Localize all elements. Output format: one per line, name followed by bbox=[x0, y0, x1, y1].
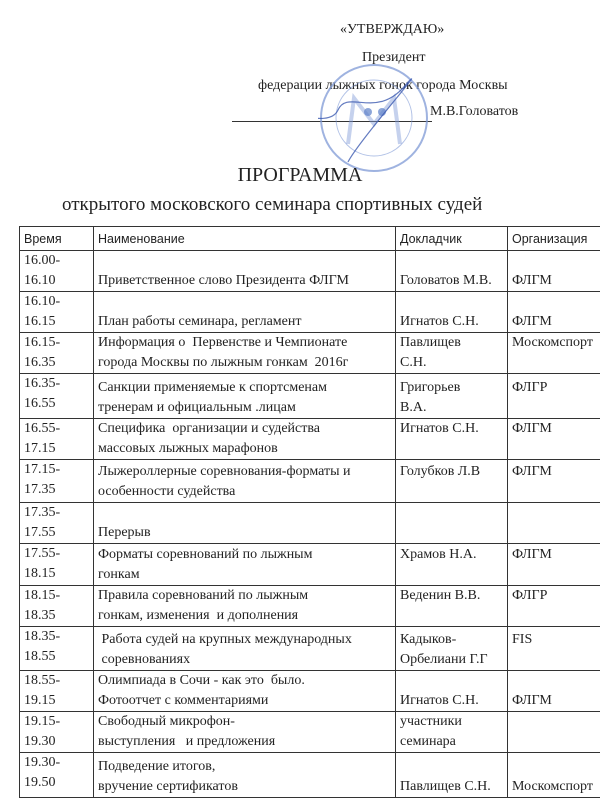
name-cell-line: вручение сертификатов bbox=[98, 777, 391, 797]
speaker-cell bbox=[396, 251, 508, 292]
time-cell bbox=[20, 374, 94, 419]
time-cell bbox=[20, 333, 94, 374]
time-cell-line: 19.15 bbox=[24, 691, 89, 711]
organization-cell bbox=[508, 671, 600, 712]
name-cell-line: гонкам bbox=[98, 565, 391, 585]
organization-cell-line bbox=[512, 503, 600, 523]
name-cell-line: Приветственное слово Президента ФЛГМ bbox=[98, 271, 391, 291]
name-cell-line: Информация о Первенстве и Чемпионате bbox=[98, 333, 391, 353]
name-cell-line: Фотоотчет с комментариями bbox=[98, 691, 391, 711]
speaker-cell bbox=[396, 503, 508, 544]
table-row bbox=[20, 712, 600, 753]
time-cell-line: 16.10- bbox=[24, 292, 89, 312]
name-cell bbox=[94, 586, 396, 627]
name-cell-line: Олимпиада в Сочи - как это было. bbox=[98, 671, 391, 691]
speaker-cell-line bbox=[400, 565, 503, 585]
organization-cell bbox=[508, 544, 600, 586]
name-cell-line bbox=[98, 503, 391, 523]
time-cell-line: 16.55 bbox=[24, 394, 89, 414]
speaker-cell-line bbox=[400, 606, 503, 626]
speaker-cell bbox=[396, 671, 508, 712]
approver-organization: федерации лыжных гонок города Москвы bbox=[258, 78, 508, 94]
organization-cell-line bbox=[512, 732, 600, 752]
name-cell-line: План работы семинара, регламент bbox=[98, 312, 391, 332]
organization-cell-line bbox=[512, 757, 600, 777]
time-cell-line: 16.10 bbox=[24, 271, 89, 291]
speaker-cell-line: участники bbox=[400, 712, 503, 732]
speaker-cell-line: Храмов Н.А. bbox=[400, 545, 503, 565]
organization-cell-line: ФЛГР bbox=[512, 586, 600, 606]
speaker-cell bbox=[396, 544, 508, 586]
organization-cell-line: ФЛГМ bbox=[512, 271, 600, 291]
time-cell-line: 18.15- bbox=[24, 586, 89, 606]
organization-cell-line bbox=[512, 439, 600, 459]
speaker-cell bbox=[396, 586, 508, 627]
table-row bbox=[20, 333, 600, 374]
name-cell bbox=[94, 333, 396, 374]
name-cell-line: Правила соревнований по лыжным bbox=[98, 586, 391, 606]
table-row bbox=[20, 374, 600, 419]
organization-cell-line: ФЛГМ bbox=[512, 462, 600, 482]
time-cell-line: 16.00- bbox=[24, 251, 89, 271]
table-row bbox=[20, 544, 600, 586]
speaker-cell bbox=[396, 292, 508, 333]
time-cell-line: 19.50 bbox=[24, 773, 89, 793]
organization-cell-line: ФЛГМ bbox=[512, 545, 600, 565]
time-cell-line: 17.55- bbox=[24, 544, 89, 564]
time-cell-line: 16.55- bbox=[24, 419, 89, 439]
organization-cell bbox=[508, 627, 600, 671]
table-row bbox=[20, 503, 600, 544]
name-cell bbox=[94, 544, 396, 586]
speaker-cell-line: Григорьев bbox=[400, 378, 503, 398]
table-row bbox=[20, 627, 600, 671]
time-cell bbox=[20, 627, 94, 671]
time-cell bbox=[20, 671, 94, 712]
name-cell-line: тренерам и официальным .лицам bbox=[98, 398, 391, 418]
organization-cell bbox=[508, 292, 600, 333]
time-cell bbox=[20, 419, 94, 460]
time-cell-line: 19.15- bbox=[24, 712, 89, 732]
speaker-cell bbox=[396, 419, 508, 460]
time-cell bbox=[20, 586, 94, 627]
table-row bbox=[20, 586, 600, 627]
column-header-time: Время bbox=[20, 227, 94, 251]
time-cell-line: 19.30- bbox=[24, 753, 89, 773]
time-cell-line: 18.15 bbox=[24, 564, 89, 584]
speaker-cell-line bbox=[400, 671, 503, 691]
speaker-cell-line: Орбелиани Г.Г bbox=[400, 650, 503, 670]
time-cell-line: 17.35- bbox=[24, 503, 89, 523]
time-cell bbox=[20, 460, 94, 503]
organization-cell-line bbox=[512, 671, 600, 691]
table-row bbox=[20, 671, 600, 712]
speaker-cell bbox=[396, 333, 508, 374]
speaker-cell-line bbox=[400, 292, 503, 312]
name-cell bbox=[94, 419, 396, 460]
name-cell-line: города Москвы по лыжным гонкам 2016г bbox=[98, 353, 391, 373]
column-header-organization: Организация bbox=[508, 227, 600, 251]
stamp-seal-icon bbox=[318, 62, 430, 174]
organization-cell-line bbox=[512, 565, 600, 585]
program-table bbox=[19, 226, 600, 798]
time-cell-line: 16.15- bbox=[24, 333, 89, 353]
time-cell-line: 18.55- bbox=[24, 671, 89, 691]
organization-cell-line: ФЛГМ bbox=[512, 312, 600, 332]
organization-cell-line bbox=[512, 712, 600, 732]
time-cell bbox=[20, 251, 94, 292]
time-cell-line: 18.55 bbox=[24, 647, 89, 667]
speaker-cell-line: Игнатов С.Н. bbox=[400, 312, 503, 332]
speaker-cell-line bbox=[400, 251, 503, 271]
name-cell-line: особенности судейства bbox=[98, 482, 391, 502]
organization-cell-line: Москомспорт bbox=[512, 333, 600, 353]
name-cell bbox=[94, 374, 396, 419]
name-cell bbox=[94, 712, 396, 753]
page-subtitle: открытого московского семинара спортивных судей bbox=[62, 194, 482, 216]
approval-heading: «УТВЕРЖДАЮ» bbox=[340, 22, 444, 38]
name-cell bbox=[94, 503, 396, 544]
organization-cell-line: Москомспорт bbox=[512, 777, 600, 797]
page-title: ПРОГРАММА bbox=[0, 164, 600, 187]
time-cell-line: 16.35 bbox=[24, 353, 89, 373]
organization-cell-line bbox=[512, 398, 600, 418]
time-cell-line: 17.15 bbox=[24, 439, 89, 459]
name-cell bbox=[94, 671, 396, 712]
speaker-cell-line: Кадыков- bbox=[400, 630, 503, 650]
table-header-row bbox=[20, 227, 600, 251]
organization-cell-line bbox=[512, 523, 600, 543]
name-cell-line: Лыжероллерные соревнования-форматы и bbox=[98, 462, 391, 482]
name-cell bbox=[94, 753, 396, 798]
name-cell-line: массовых лыжных марафонов bbox=[98, 439, 391, 459]
speaker-cell-line bbox=[400, 503, 503, 523]
organization-cell-line bbox=[512, 292, 600, 312]
name-cell-line: Форматы соревнований по лыжным bbox=[98, 545, 391, 565]
name-cell-line: гонкам, изменения и дополнения bbox=[98, 606, 391, 626]
name-cell-line bbox=[98, 251, 391, 271]
speaker-cell-line bbox=[400, 523, 503, 543]
speaker-cell-line: С.Н. bbox=[400, 353, 503, 373]
speaker-cell-line: В.А. bbox=[400, 398, 503, 418]
organization-cell bbox=[508, 586, 600, 627]
name-cell bbox=[94, 460, 396, 503]
speaker-cell-line bbox=[400, 439, 503, 459]
speaker-cell bbox=[396, 712, 508, 753]
organization-cell bbox=[508, 251, 600, 292]
speaker-cell-line: Игнатов С.Н. bbox=[400, 419, 503, 439]
time-cell-line: 16.15 bbox=[24, 312, 89, 332]
speaker-cell-line: Голубков Л.В bbox=[400, 462, 503, 482]
name-cell bbox=[94, 251, 396, 292]
time-cell bbox=[20, 292, 94, 333]
table-row bbox=[20, 753, 600, 798]
organization-cell-line: ФЛГР bbox=[512, 378, 600, 398]
time-cell bbox=[20, 544, 94, 586]
column-header-speaker: Докладчик bbox=[396, 227, 508, 251]
time-cell-line: 17.15- bbox=[24, 460, 89, 480]
name-cell-line: Перерыв bbox=[98, 523, 391, 543]
name-cell-line: выступления и предложения bbox=[98, 732, 391, 752]
name-cell-line: Специфика организации и судейства bbox=[98, 419, 391, 439]
time-cell bbox=[20, 503, 94, 544]
speaker-cell bbox=[396, 374, 508, 419]
organization-cell bbox=[508, 374, 600, 419]
speaker-cell bbox=[396, 460, 508, 503]
table-row bbox=[20, 419, 600, 460]
name-cell-line: соревнованиях bbox=[98, 650, 391, 670]
approver-position: Президент bbox=[362, 50, 425, 66]
organization-cell-line: FIS bbox=[512, 630, 600, 650]
name-cell-line: Санкции применяемые к спортсменам bbox=[98, 378, 391, 398]
time-cell-line: 17.35 bbox=[24, 480, 89, 500]
speaker-cell-line: Павлищев С.Н. bbox=[400, 777, 503, 797]
name-cell-line: Работа судей на крупных международных bbox=[98, 630, 391, 650]
name-cell bbox=[94, 627, 396, 671]
time-cell-line: 18.35 bbox=[24, 606, 89, 626]
time-cell bbox=[20, 712, 94, 753]
time-cell-line: 18.35- bbox=[24, 627, 89, 647]
table-row bbox=[20, 460, 600, 503]
speaker-cell bbox=[396, 753, 508, 798]
column-header-name: Наименование bbox=[94, 227, 396, 251]
organization-cell bbox=[508, 503, 600, 544]
organization-cell-line bbox=[512, 650, 600, 670]
name-cell bbox=[94, 292, 396, 333]
organization-cell-line: ФЛГМ bbox=[512, 419, 600, 439]
speaker-cell-line: семинара bbox=[400, 732, 503, 752]
approver-name: М.В.Головатов bbox=[430, 104, 518, 120]
organization-cell bbox=[508, 333, 600, 374]
speaker-cell-line bbox=[400, 757, 503, 777]
organization-cell-line bbox=[512, 482, 600, 502]
speaker-cell-line: Игнатов С.Н. bbox=[400, 691, 503, 711]
table-row bbox=[20, 251, 600, 292]
organization-cell bbox=[508, 460, 600, 503]
time-cell-line: 19.30 bbox=[24, 732, 89, 752]
name-cell-line bbox=[98, 292, 391, 312]
organization-cell bbox=[508, 753, 600, 798]
organization-cell-line bbox=[512, 251, 600, 271]
organization-cell bbox=[508, 712, 600, 753]
organization-cell-line: ФЛГМ bbox=[512, 691, 600, 711]
organization-cell-line bbox=[512, 606, 600, 626]
speaker-cell-line bbox=[400, 482, 503, 502]
table-row bbox=[20, 292, 600, 333]
speaker-cell-line: Головатов М.В. bbox=[400, 271, 503, 291]
speaker-cell-line: Павлищев bbox=[400, 333, 503, 353]
organization-cell-line bbox=[512, 353, 600, 373]
speaker-cell bbox=[396, 627, 508, 671]
speaker-cell-line: Веденин В.В. bbox=[400, 586, 503, 606]
time-cell-line: 17.55 bbox=[24, 523, 89, 543]
name-cell-line: Свободный микрофон- bbox=[98, 712, 391, 732]
time-cell-line: 16.35- bbox=[24, 374, 89, 394]
organization-cell bbox=[508, 419, 600, 460]
time-cell bbox=[20, 753, 94, 798]
name-cell-line: Подведение итогов, bbox=[98, 757, 391, 777]
